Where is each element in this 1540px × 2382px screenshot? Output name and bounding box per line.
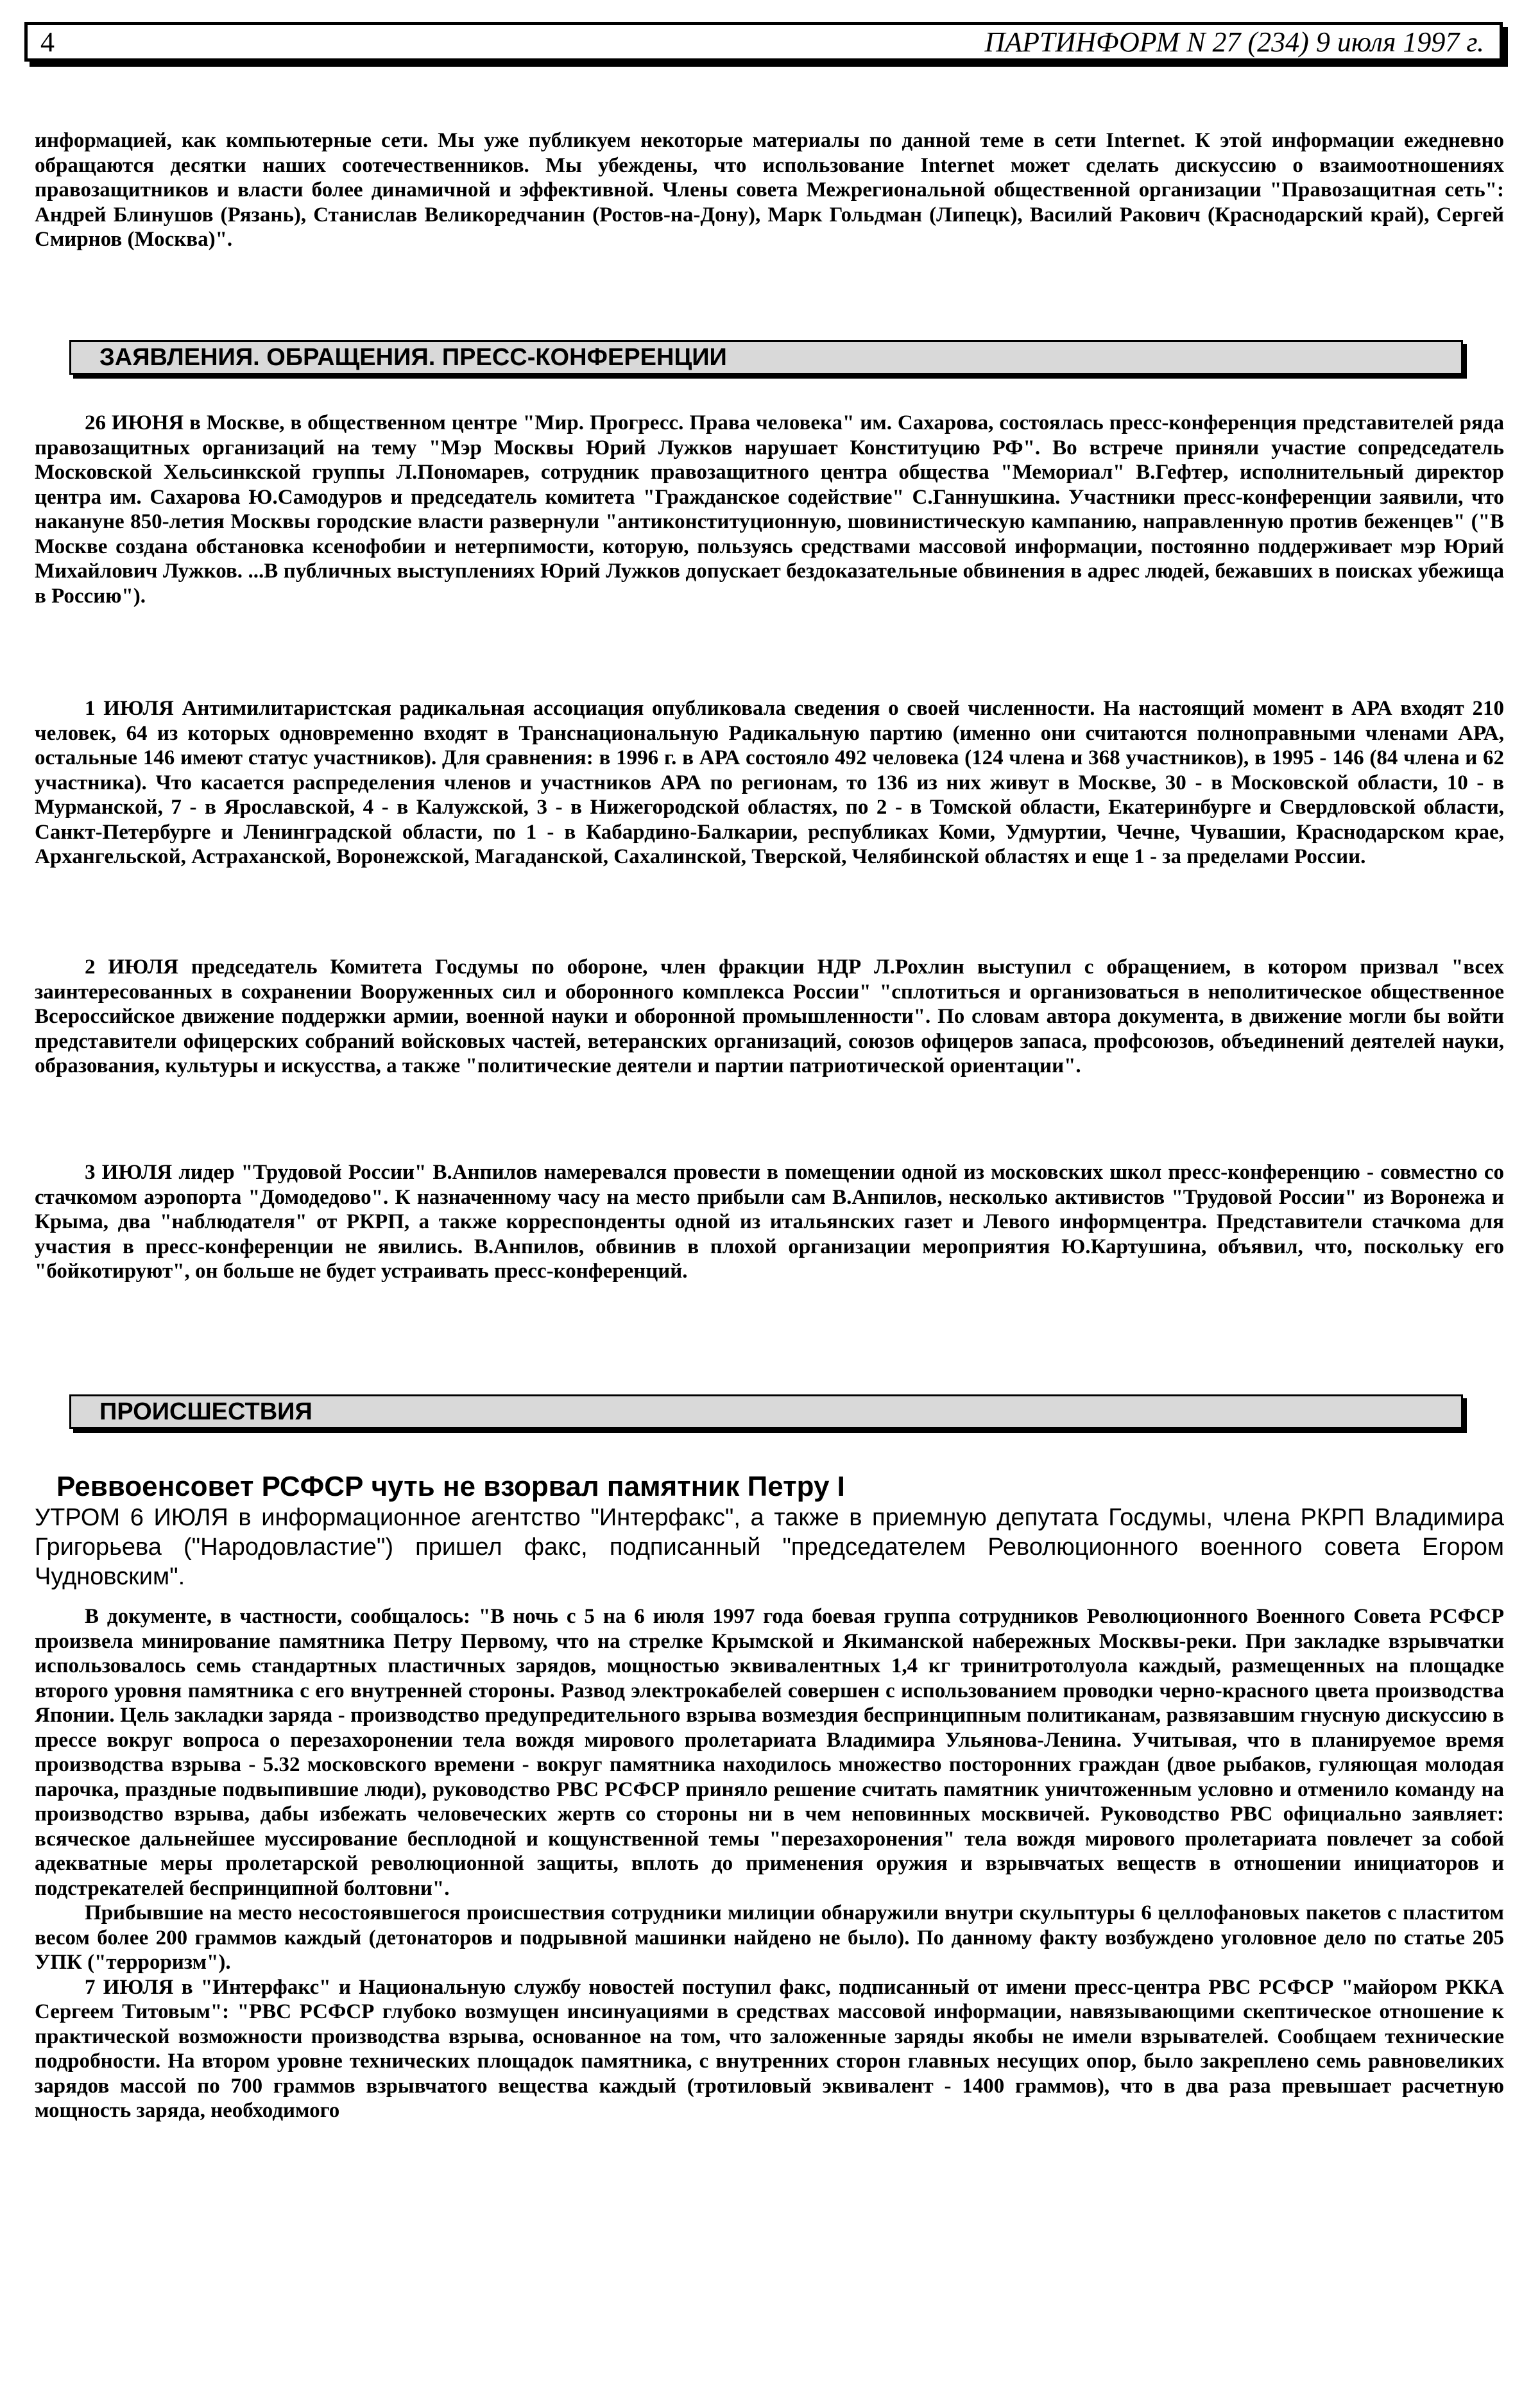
news-paragraph: 3 ИЮЛЯ лидер "Трудовой России" В.Анпилов намеревался провести в помещении одной из московских школ пресс-конференцию - совместно со стачкомом аэропорта "Домодедово". К назначенному часу на место прибыли сам В.Анпилов, несколько активистов "Трудовой России" из Воронежа и Крыма, два "наблюдателя" от РКРП, а также корреспонденты одной из итальянских газет и Левого информцентра. Представители стачкома для участия в пресс-конференции не явились. В.Анпилов, обвинив в плохой организации мероприятия Ю.Картушина, объявил, что, поскольку его "бойкотируют", он больше не будет устраивать пресс-конференций.	[35, 1161, 1504, 1283]
intro-paragraph: информацией, как компьютерные сети. Мы уже публикуем некоторые материалы по данной теме в сети Internet. К этой информации ежедневно обращаются десятки наших соотечественников. Мы убеждены, что использование Internet может сделать дискуссию о взаимоотношениях правозащитников и власти более динамичной и эффективной. Члены совета Межрегиональной общественной организации "Правозащитная сеть": Андрей Блинушов (Рязань), Станислав Великоредчанин (Ростов-на-Дону), Марк Гольдман (Липецк), Василий Ракович (Краснодарский край), Сергей Смирнов (Москва)".	[35, 129, 1504, 251]
section-heading-label: ПРОИСШЕСТВИЯ	[99, 1398, 312, 1425]
news-paragraph: 2 ИЮЛЯ председатель Комитета Госдумы по обороне, член фракции НДР Л.Рохлин выступил с обращением, в котором призвал "всех заинтересованных в сохранении Вооруженных сил и оборонного комплекса России" "сплотиться и организоваться в неполитическое общественное Всероссийское движение поддержки армии, военной науки и оборонной промышленности". По словам автора документа, в движение могли бы войти представители офицерских собраний войсковых частей, ветеранских организаций, союзов офицеров запаса, профсоюзов, объединений деятелей науки, образования, культуры и искусства, а также "политические деятели и партии патриотической ориентации".	[35, 955, 1504, 1077]
page-number: 4	[40, 26, 55, 58]
article-paragraph: 7 ИЮЛЯ в "Интерфакс" и Национальную службу новостей поступил факс, подписанный от имени пресс-центра РВС РСФСР "майором РККА Сергеем Титовым": "РВС РСФСР глубоко возмущен инсинуациями в средствах массовой информации, навязывающими скептическое отношение к практической возможности производства взрыва, основанное на том, что заложенные заряды якобы не имели взрывателей. Сообщаем технические подробности. На втором уровне технических площадок памятника, с внутренних сторон главных несущих опор, было закреплено семь равновеликих зарядов массой по 700 граммов взрывчатого вещества каждый (тротиловый эквивалент - 1400 граммов), что в два раза превышает расчетную мощность заряда, необходимого	[35, 1975, 1504, 2122]
section1-p2-block	[35, 696, 1504, 870]
section-heading-incidents	[69, 1394, 1463, 1429]
article-paragraph: Прибывшие на место несостоявшегося происшествия сотрудники милиции обнаружили внутри скульптуры 6 целлофановых пакетов с пластитом весом более 200 граммов каждый (детонаторов и подрывной машинки найдено не было). По данному факту возбуждено уголовное дело по статье 205 УПК ("терроризм").	[35, 1901, 1504, 1974]
section-heading-label: ЗАЯВЛЕНИЯ. ОБРАЩЕНИЯ. ПРЕСС-КОНФЕРЕНЦИИ	[99, 343, 727, 371]
article-lead-block	[35, 1503, 1504, 1591]
page-header	[24, 22, 1503, 62]
section1-p3-block	[35, 955, 1504, 1079]
section1-p4-block	[35, 1160, 1504, 1284]
news-paragraph: 26 ИЮНЯ в Москве, в общественном центре "Мир. Прогресс. Права человека" им. Сахарова, состоялась пресс-конференция представителей ряда правозащитных организаций на тему "Мэр Москвы Юрий Лужков нарушает Конституцию РФ". Во встрече приняли участие сопредседатель Московской Хельсинкской группы Л.Пономарев, сотрудник правозащитного центра общества "Мемориал" В.Гефтер, исполнительный директор центра им. Сахарова Ю.Самодуров и председатель комитета "Гражданское содействие" С.Ганнушкина. Участники пресс-конференции заявили, что накануне 850-летия Москвы городские власти развернули "антиконституционную, шовинистическую кампанию, направленную против беженцев" ("В Москве создана обстановка ксенофобии и нетерпимости, которую, пользуясь средствами массовой информации, постоянно поддерживает мэр Юрий Михайлович Лужков. ...В публичных выступлениях Юрий Лужков допускает бездоказательные обвинения в адрес людей, бежавших в поисках убежища в Россию").	[35, 411, 1504, 608]
article-body	[35, 1604, 1504, 2123]
article-paragraph: В документе, в частности, сообщалось: "В ночь с 5 на 6 июля 1997 года боевая группа сотрудников Революционного Военного Совета РСФСР произвела минирование памятника Петру Первому, что на стрелке Крымской и Якиманской набережных Москвы-реки. При закладке взрывчатки использовалось семь стандартных пластичных зарядов, мощностью эквивалентных 1,4 кг тринитротолуола каждый, размещенных на площадке второго уровня памятника с его внутренней стороны. Развод электрокабелей совершен с использованием проводки черно-красного цвета производства Японии. Цель закладки заряда - производство предупредительного взрыва возмездия беспринципным политиканам, развязавшим гнусную дискуссию в прессе вокруг вопроса о перезахоронении тела вождя мирового пролетариата Владимира Ульянова-Ленина. Учитывая, что в планируемое время производства взрыва - 5.32 московского времени - вокруг памятника находилось множество посторонних граждан (двое рыбаков, гуляющая молодая парочка, праздные подвыпившие люди), руководство РВС РСФСР приняло решение считать памятник уничтоженным условно и отменило команду на производство взрыва, дабы избежать человеческих жертв со стороны ни в чем неповинных москвичей. Руководство РВС официально заявляет: всяческое дальнейшее муссирование бесплодной и кощунственной темы "перезахоронения" тела вождя мирового пролетариата повлечет за собой адекватные меры пролетарской революционной защиты, вплоть до применения оружия и взрывчатых веществ в отношении инициаторов и подстрекателей беспринципной болтовни".	[35, 1605, 1504, 1900]
section-heading-statements	[69, 340, 1463, 375]
news-paragraph: 1 ИЮЛЯ Антимилитаристская радикальная ассоциация опубликовала сведения о своей численности. На настоящий момент в АРА входят 210 человек, 64 из которых одновременно входят в Транснациональную Радикальную партию (именно они считаются полноправными членами АРА, остальные 146 имеют статус участников). Для сравнения: в 1996 г. в АРА состояло 492 человека (124 члена и 368 участников), в 1995 - 146 (84 члена и 62 участника). Что касается распределения членов и участников АРА по регионам, то 136 из них живут в Москве, 30 - в Московской области, 10 - в Мурманской, 7 - в Ярославской, 4 - в Калужской, 3 - в Нижегородской областях, по 2 - в Томской области, Екатеринбурге и Свердловской области, Санкт-Петербурге и Ленинградской области, по 1 - в Кабардино-Балкарии, республиках Коми, Удмуртии, Чечне, Чувашии, Краснодарском крае, Архангельской, Астраханской, Воронежской, Магаданской, Сахалинской, Тверской, Челябинской областях и еще 1 - за пределами России.	[35, 697, 1504, 868]
intro-block	[35, 128, 1504, 252]
article-title: Реввоенсовет РСФСР чуть не взорвал памятник Петру I	[56, 1471, 845, 1502]
section1-p1-block	[35, 411, 1504, 608]
article-lead: УТРОМ 6 ИЮЛЯ в информационное агентство "Интерфакс", а также в приемную депутата Госдумы, члена РКРП Владимира Григорьева ("Народовластие") пришел факс, подписанный "председателем Революционного военного совета Егором Чудновским".	[35, 1504, 1504, 1590]
issue-title: ПАРТИНФОРМ N 27 (234) 9 июля 1997 г.	[984, 26, 1484, 58]
